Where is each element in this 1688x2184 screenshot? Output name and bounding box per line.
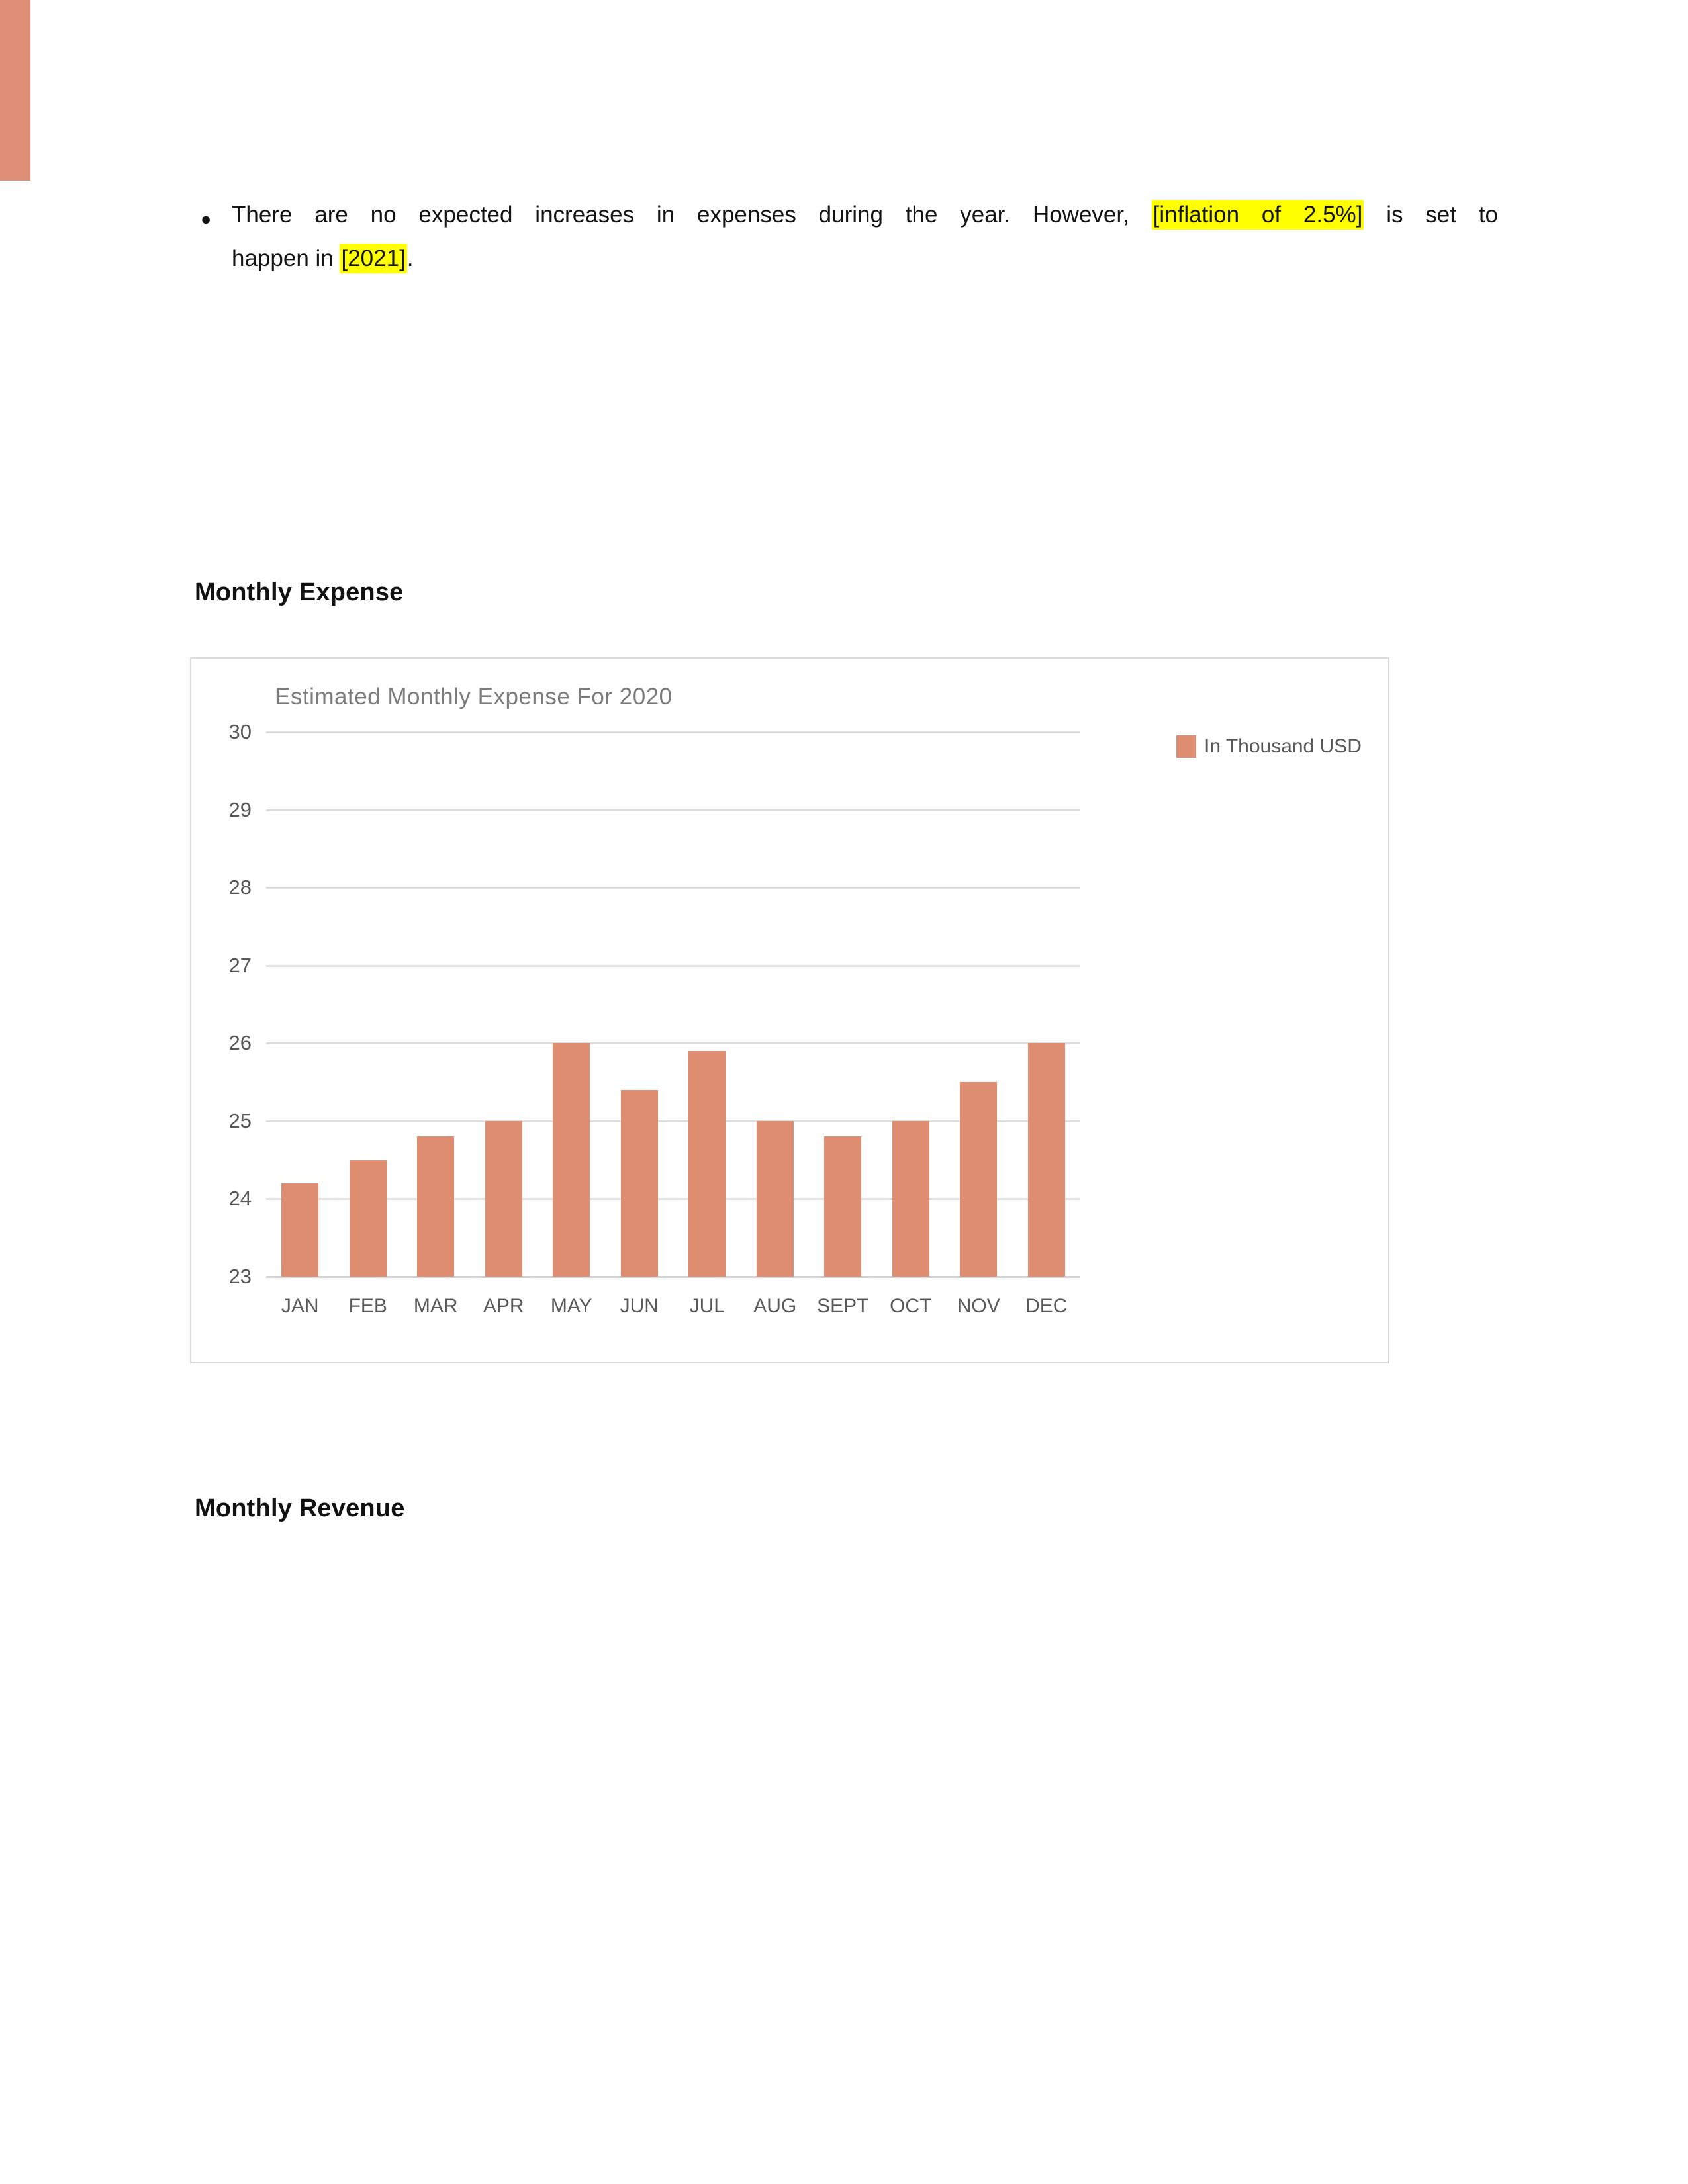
gridline <box>266 1042 1080 1044</box>
y-axis-tick-label: 26 <box>228 1031 252 1055</box>
bullet-marker: ● <box>201 209 212 229</box>
bar-jul <box>688 1051 726 1277</box>
y-axis-tick-label: 24 <box>228 1187 252 1210</box>
bullet-text-line1 <box>232 193 1498 237</box>
monthly-expense-heading: Monthly Expense <box>195 578 404 606</box>
monthly-revenue-heading: Monthly Revenue <box>195 1494 405 1522</box>
bar-jun <box>621 1090 658 1277</box>
x-axis-tick-label: JUN <box>620 1295 659 1317</box>
gridline <box>266 1120 1080 1122</box>
highlighted-text-inflation: [inflation of 2.5%] <box>1152 200 1364 230</box>
chart-title: Estimated Monthly Expense For 2020 <box>275 684 673 709</box>
bar-dec <box>1028 1043 1065 1277</box>
x-axis-tick-label: DEC <box>1025 1295 1068 1317</box>
y-axis-tick-label: 27 <box>228 953 252 977</box>
highlighted-text-2021: [2021] <box>340 244 406 273</box>
bullet-text-line2 <box>232 237 1498 281</box>
y-axis-tick-label: 25 <box>228 1109 252 1132</box>
x-axis-tick-label: JAN <box>281 1295 319 1317</box>
plot-area <box>228 720 1080 1317</box>
x-axis-tick-label: NOV <box>957 1295 1000 1317</box>
y-axis-tick-label: 30 <box>228 720 252 743</box>
bar-apr <box>485 1121 522 1277</box>
bar-sept <box>824 1136 861 1277</box>
bar-aug <box>757 1121 794 1277</box>
bullet-paragraph <box>201 193 1498 281</box>
gridline <box>266 1198 1080 1200</box>
x-axis-tick-label: OCT <box>890 1295 932 1317</box>
bullet-text-segment: happen in <box>232 246 340 271</box>
gridline <box>266 887 1080 889</box>
x-axis-tick-label: AUG <box>753 1295 797 1317</box>
bar-jan <box>281 1183 318 1277</box>
bullet-text-segment: There are no expected increases in expenses during the year. However, <box>232 202 1152 228</box>
x-axis-tick-label: MAR <box>413 1295 458 1317</box>
gridline <box>266 731 1080 733</box>
y-axis-tick-label: 23 <box>228 1265 252 1288</box>
chart-legend <box>1176 735 1362 758</box>
bullet-text <box>232 193 1498 281</box>
x-axis-tick-label: SEPT <box>817 1295 869 1317</box>
x-axis-tick-label: MAY <box>550 1295 592 1317</box>
legend-label: In Thousand USD <box>1204 735 1362 757</box>
bar-nov <box>960 1082 997 1277</box>
x-axis-tick-label: FEB <box>348 1295 387 1317</box>
gridline <box>266 809 1080 811</box>
expense-chart <box>190 657 1389 1363</box>
y-axis-tick-label: 28 <box>228 876 252 899</box>
bar-may <box>553 1043 590 1277</box>
gridline <box>266 1276 1080 1278</box>
y-axis-tick-label: 29 <box>228 797 252 821</box>
bullet-text-segment: . <box>406 246 414 271</box>
bar-mar <box>417 1136 454 1277</box>
bar-feb <box>350 1160 387 1277</box>
x-axis-tick-label: JUL <box>689 1295 725 1317</box>
x-axis-tick-label: APR <box>483 1295 524 1317</box>
accent-bar <box>0 0 30 181</box>
bullet-text-segment: is set to <box>1364 202 1499 228</box>
legend-swatch-icon <box>1176 735 1196 758</box>
gridline <box>266 965 1080 967</box>
bar-oct <box>892 1121 929 1277</box>
